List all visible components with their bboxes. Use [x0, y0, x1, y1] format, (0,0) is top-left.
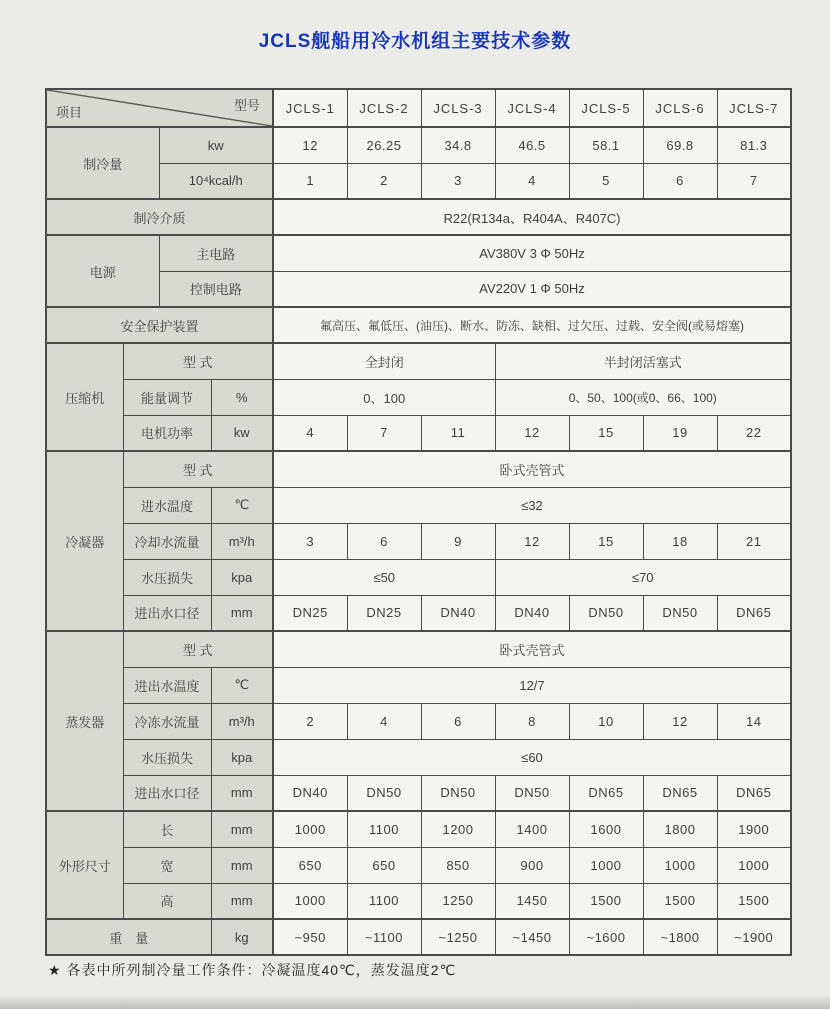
row-label-inlet-temp: 进水温度 — [123, 487, 211, 523]
value-cell: DN50 — [643, 595, 717, 631]
unit-label-mm: mm — [211, 595, 273, 631]
row-compressor-motor — [46, 415, 791, 451]
unit-label-mm: mm — [211, 775, 273, 811]
group-label-cooling: 制冷量 — [46, 127, 159, 199]
value-cell: ~950 — [273, 919, 347, 955]
group-label-power: 电源 — [46, 235, 159, 307]
value-cell: DN40 — [495, 595, 569, 631]
corner-item-label: 项目 — [56, 105, 83, 120]
row-label-energy: 能量调节 — [123, 379, 211, 415]
value-cell: 12/7 — [273, 667, 791, 703]
value-cell: 8 — [495, 703, 569, 739]
value-cell: DN50 — [569, 595, 643, 631]
value-cell: 5 — [569, 163, 643, 199]
group-label-dimensions: 外形尺寸 — [46, 811, 123, 919]
value-cell: 12 — [643, 703, 717, 739]
corner-model-label: 型号 — [233, 98, 260, 113]
value-cell: 卧式壳管式 — [273, 451, 791, 487]
row-condenser-pressure-loss — [46, 559, 791, 595]
unit-label-percent: % — [211, 379, 273, 415]
unit-label-kg: kg — [211, 919, 273, 955]
row-label-height: 高 — [123, 883, 211, 919]
row-label-width: 宽 — [123, 847, 211, 883]
value-cell: DN40 — [273, 775, 347, 811]
value-cell: DN65 — [717, 595, 791, 631]
row-evaporator-pipe-size — [46, 775, 791, 811]
group-label-evaporator: 蒸发器 — [46, 631, 123, 811]
model-header: JCLS-7 — [717, 89, 791, 127]
unit-label-m3h: m³/h — [211, 703, 273, 739]
value-cell: 15 — [569, 415, 643, 451]
unit-label-celsius: ℃ — [211, 667, 273, 703]
value-cell: 氟高压、氟低压、(油压)、断水、防冻、缺相、过欠压、过载、安全阀(或易熔塞) — [273, 307, 791, 343]
value-cell: ~1600 — [569, 919, 643, 955]
header-row — [46, 89, 791, 127]
value-cell: 69.8 — [643, 127, 717, 163]
row-label-pipe-size: 进出水口径 — [123, 595, 211, 631]
value-cell: 1250 — [421, 883, 495, 919]
value-cell: 1100 — [347, 883, 421, 919]
row-label-length: 长 — [123, 811, 211, 847]
value-cell: 4 — [347, 703, 421, 739]
value-cell: 6 — [421, 703, 495, 739]
row-power-main — [46, 235, 791, 271]
value-cell: 22 — [717, 415, 791, 451]
row-dim-height — [46, 883, 791, 919]
row-dim-width — [46, 847, 791, 883]
row-label-control-circuit: 控制电路 — [159, 271, 273, 307]
value-cell: 6 — [347, 523, 421, 559]
unit-label-kpa: kpa — [211, 739, 273, 775]
row-condenser-inlet-temp — [46, 487, 791, 523]
value-cell: ≤32 — [273, 487, 791, 523]
row-label-motor-power: 电机功率 — [123, 415, 211, 451]
row-dim-length — [46, 811, 791, 847]
value-cell: 900 — [495, 847, 569, 883]
row-refrigerant — [46, 199, 791, 235]
value-cell: ≤60 — [273, 739, 791, 775]
value-cell: 12 — [495, 523, 569, 559]
value-cell: 1500 — [643, 883, 717, 919]
value-cell: 1 — [273, 163, 347, 199]
row-label-compressor-type: 型 式 — [123, 343, 273, 379]
value-cell: 1900 — [717, 811, 791, 847]
value-cell: DN65 — [717, 775, 791, 811]
value-cell: 21 — [717, 523, 791, 559]
value-cell: 1450 — [495, 883, 569, 919]
value-cell: 半封闭活塞式 — [495, 343, 791, 379]
value-cell: ~1800 — [643, 919, 717, 955]
value-cell: 1500 — [569, 883, 643, 919]
model-header: JCLS-6 — [643, 89, 717, 127]
scan-edge-shadow — [0, 995, 830, 1009]
unit-label-mm: mm — [211, 811, 273, 847]
value-cell: 58.1 — [569, 127, 643, 163]
value-cell: 4 — [273, 415, 347, 451]
value-cell: 7 — [347, 415, 421, 451]
value-cell: 6 — [643, 163, 717, 199]
row-label-inout-temp: 进出水温度 — [123, 667, 211, 703]
row-evaporator-flow — [46, 703, 791, 739]
unit-label-kpa: kpa — [211, 559, 273, 595]
value-cell: 9 — [421, 523, 495, 559]
row-label-pressure-loss: 水压损失 — [123, 739, 211, 775]
model-header: JCLS-1 — [273, 89, 347, 127]
row-condenser-flow — [46, 523, 791, 559]
page-title: JCLS舰船用冷水机组主要技术参数 — [258, 31, 572, 52]
unit-label-kw: kw — [159, 127, 273, 163]
row-label-condenser-type: 型 式 — [123, 451, 273, 487]
value-cell: 650 — [273, 847, 347, 883]
value-cell: DN50 — [347, 775, 421, 811]
spec-table — [45, 88, 792, 956]
footnote: ★ 各表中所列制冷量工作条件：冷凝温度40℃，蒸发温度2℃ — [48, 962, 457, 978]
value-cell: DN65 — [569, 775, 643, 811]
row-cooling-kw — [46, 127, 791, 163]
group-label-compressor: 压缩机 — [46, 343, 123, 451]
row-label-pressure-loss: 水压损失 — [123, 559, 211, 595]
value-cell: 7 — [717, 163, 791, 199]
row-evaporator-pressure-loss — [46, 739, 791, 775]
value-cell: ~1100 — [347, 919, 421, 955]
value-cell: 3 — [421, 163, 495, 199]
value-cell: 15 — [569, 523, 643, 559]
model-header: JCLS-5 — [569, 89, 643, 127]
value-cell: 1000 — [717, 847, 791, 883]
value-cell: AV220V 1 Φ 50Hz — [273, 271, 791, 307]
group-label-condenser: 冷凝器 — [46, 451, 123, 631]
value-cell: 26.25 — [347, 127, 421, 163]
value-cell: 12 — [495, 415, 569, 451]
value-cell: 650 — [347, 847, 421, 883]
row-compressor-energy — [46, 379, 791, 415]
value-cell: 卧式壳管式 — [273, 631, 791, 667]
model-header: JCLS-4 — [495, 89, 569, 127]
value-cell: 2 — [273, 703, 347, 739]
row-label-cooling-flow: 冷却水流量 — [123, 523, 211, 559]
value-cell: 1500 — [717, 883, 791, 919]
unit-label-mm: mm — [211, 847, 273, 883]
unit-label-mm: mm — [211, 883, 273, 919]
row-label-pipe-size: 进出水口径 — [123, 775, 211, 811]
value-cell: 1600 — [569, 811, 643, 847]
value-cell: 3 — [273, 523, 347, 559]
value-cell: 1000 — [273, 883, 347, 919]
corner-cell — [46, 89, 273, 127]
value-cell: 34.8 — [421, 127, 495, 163]
value-cell: 1000 — [643, 847, 717, 883]
row-label-evaporator-type: 型 式 — [123, 631, 273, 667]
row-evaporator-type — [46, 631, 791, 667]
row-label-safety: 安全保护装置 — [46, 307, 273, 343]
value-cell: 19 — [643, 415, 717, 451]
value-cell: 1100 — [347, 811, 421, 847]
value-cell: ~1250 — [421, 919, 495, 955]
value-cell: 全封闭 — [273, 343, 495, 379]
value-cell: 1200 — [421, 811, 495, 847]
value-cell: 81.3 — [717, 127, 791, 163]
unit-label-m3h: m³/h — [211, 523, 273, 559]
row-label-main-circuit: 主电路 — [159, 235, 273, 271]
value-cell: 46.5 — [495, 127, 569, 163]
row-label-weight: 重 量 — [46, 919, 211, 955]
row-condenser-type — [46, 451, 791, 487]
value-cell: AV380V 3 Φ 50Hz — [273, 235, 791, 271]
row-compressor-type — [46, 343, 791, 379]
unit-label-kw: kw — [211, 415, 273, 451]
value-cell: 14 — [717, 703, 791, 739]
value-cell: 4 — [495, 163, 569, 199]
value-cell: ~1450 — [495, 919, 569, 955]
unit-label-kcal: 10⁴kcal/h — [159, 163, 273, 199]
value-cell: DN25 — [273, 595, 347, 631]
row-evaporator-inout-temp — [46, 667, 791, 703]
value-cell: ≤50 — [273, 559, 495, 595]
model-header: JCLS-2 — [347, 89, 421, 127]
value-cell: DN25 — [347, 595, 421, 631]
value-cell: R22(R134a、R404A、R407C) — [273, 199, 791, 235]
value-cell: DN50 — [421, 775, 495, 811]
value-cell: DN65 — [643, 775, 717, 811]
value-cell: 12 — [273, 127, 347, 163]
value-cell: 1000 — [569, 847, 643, 883]
value-cell: DN50 — [495, 775, 569, 811]
value-cell: 1400 — [495, 811, 569, 847]
model-header: JCLS-3 — [421, 89, 495, 127]
row-safety — [46, 307, 791, 343]
value-cell: 0、50、100(或0、66、100) — [495, 379, 791, 415]
value-cell: ~1900 — [717, 919, 791, 955]
value-cell: 18 — [643, 523, 717, 559]
value-cell: DN40 — [421, 595, 495, 631]
value-cell: 0、100 — [273, 379, 495, 415]
value-cell: 850 — [421, 847, 495, 883]
value-cell: 2 — [347, 163, 421, 199]
value-cell: ≤70 — [495, 559, 791, 595]
value-cell: 10 — [569, 703, 643, 739]
value-cell: 1000 — [273, 811, 347, 847]
row-label-refrigerant: 制冷介质 — [46, 199, 273, 235]
row-label-chilled-flow: 冷冻水流量 — [123, 703, 211, 739]
row-weight — [46, 919, 791, 955]
unit-label-celsius: ℃ — [211, 487, 273, 523]
value-cell: 11 — [421, 415, 495, 451]
value-cell: 1800 — [643, 811, 717, 847]
row-condenser-pipe-size — [46, 595, 791, 631]
